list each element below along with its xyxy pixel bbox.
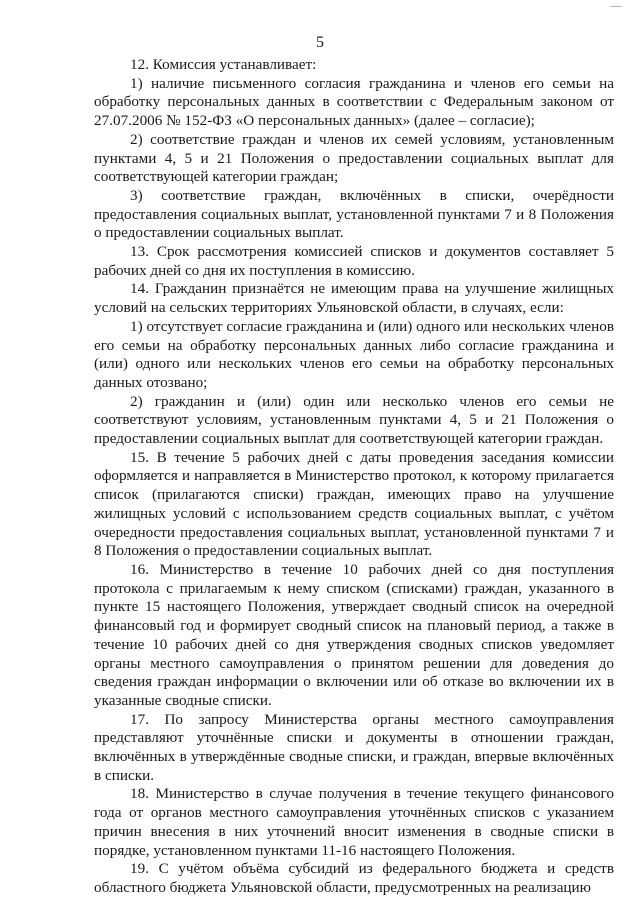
paragraph-13: 13. Срок рассмотрения комиссией списков и документов составляет 5 рабочих дней со дня их поступления в комиссию. (94, 243, 614, 279)
page-number: 5 (316, 34, 324, 51)
document-body (94, 56, 614, 898)
paragraph-16: 16. Министерство в течение 10 рабочих дней со дня поступления протокола с прилагаемым к нему списком (списками) граждан, указанного в пункте 15 настоящего Положения, утверждает сводный список на очередной финансовый год и формирует сводный список на плановый период, а также в течение 10 рабочих дней со дня утверждения сводных списков уведомляет органы местного самоуправления о принятом решении для доведения до сведения граждан информации о включении или об отказе во включении их в указанные сводные списки. (94, 560, 614, 709)
paragraph-12: 12. Комиссия устанавливает: (130, 56, 317, 73)
paragraph-12-item-2: 2) соответствие граждан и членов их семей условиям, установленным пунктами 4, 5 и 21 Положения о предоставлении социальных выплат для соответствующей категории граждан; (94, 130, 614, 186)
paragraph-14-item-2: 2) гражданин и (или) один или несколько членов его семьи не соответствуют условиям, установленным пунктами 4, 5 и 21 Положения о предоставлении социальных выплат для соответствующей категории граждан. (94, 392, 614, 448)
paragraph-19: 19. С учётом объёма субсидий из федерального бюджета и средств областного бюджета Ульяновской области, предусмотренных на реализацию (94, 860, 614, 896)
paragraph-12-item-1: 1) наличие письменного согласия гражданина и членов его семьи на обработку персональных данных в соответствии с Федеральным законом от 27.07.2006 № 152-ФЗ «О персональных данных» (далее – согласие); (94, 74, 614, 130)
paragraph-14-item-1: 1) отсутствует согласие гражданина и (или) одного или нескольких членов его семьи на обработку персональных данных либо согласие гражданина и (или) одного или нескольких членов его семьи на обработку персональных данных отозвано; (94, 317, 614, 391)
paragraph-12-item-3: 3) соответствие граждан, включённых в списки, очерёдности предоставления социальных выплат, установленной пунктами 7 и 8 Положения о предоставлении социальных выплат. (94, 186, 614, 242)
paragraph-18: 18. Министерство в случае получения в течение текущего финансового года от органов местного самоуправления уточнённых списков с указанием причин внесения в них уточнений вносит изменения в сводные списки в порядке, установленном пунктами 11-16 настоящего Положения. (94, 785, 614, 859)
paragraph-14: 14. Гражданин признаётся не имеющим права на улучшение жилищных условий на сельских территориях Ульяновской области, в случаях, если: (94, 280, 614, 317)
paragraph-17: 17. По запросу Министерства органы местного самоуправления представляют уточнённые списки и документы в отношении граждан, включённых в утверждённые сводные списки, и граждан, впервые включённых в списки. (94, 710, 614, 784)
scan-mark (610, 6, 622, 12)
paragraph-15: 15. В течение 5 рабочих дней с даты проведения заседания комиссии оформляется и направляется в Министерство протокол, к которому прилагается список (прилагаются списки) граждан, имеющих право на улучшение жилищных условий с использованием средств социальных выплат, с учётом очередности предоставления социальных выплат, установленной пунктами 7 и 8 Положения о предоставлении социальных выплат. (94, 448, 614, 560)
